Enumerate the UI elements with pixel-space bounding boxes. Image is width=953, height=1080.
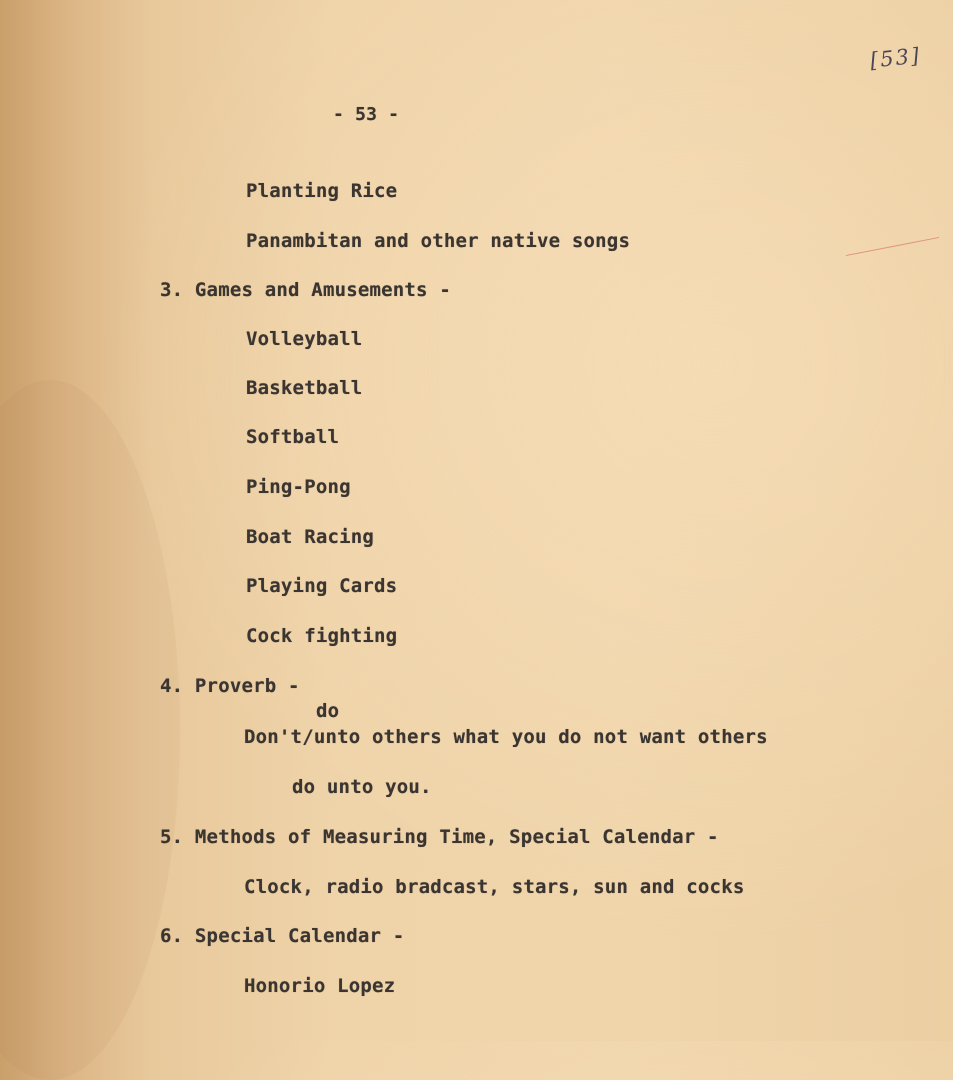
section-5-heading: 5. Methods of Measuring Time, Special Calendar -	[160, 826, 719, 848]
song-panambitan: Panambitan and other native songs	[246, 230, 631, 252]
section-3-heading: 3. Games and Amusements -	[160, 279, 451, 301]
game-ping-pong: Ping-Pong	[246, 476, 351, 498]
game-playing-cards: Playing Cards	[246, 575, 398, 597]
red-ink-mark	[846, 237, 939, 256]
song-planting-rice: Planting Rice	[246, 180, 398, 202]
proverb-line-2: do unto you.	[292, 776, 432, 798]
game-basketball: Basketball	[246, 377, 363, 399]
paper-stain	[0, 380, 180, 1080]
section-6-heading: 6. Special Calendar -	[160, 925, 405, 947]
time-methods: Clock, radio bradcast, stars, sun and cocks	[244, 876, 745, 898]
game-softball: Softball	[246, 426, 340, 448]
game-boat-racing: Boat Racing	[246, 526, 375, 548]
proverb-line-1: Don't/unto others what you do not want others	[244, 726, 768, 748]
game-volleyball: Volleyball	[246, 328, 363, 350]
proverb-insertion: do	[316, 700, 340, 722]
handwritten-page-reference: [53]	[868, 43, 923, 73]
game-cock-fighting: Cock fighting	[246, 625, 398, 647]
page-number: - 53 -	[333, 104, 400, 125]
calendar-author: Honorio Lopez	[244, 975, 396, 997]
section-4-heading: 4. Proverb -	[160, 675, 300, 697]
